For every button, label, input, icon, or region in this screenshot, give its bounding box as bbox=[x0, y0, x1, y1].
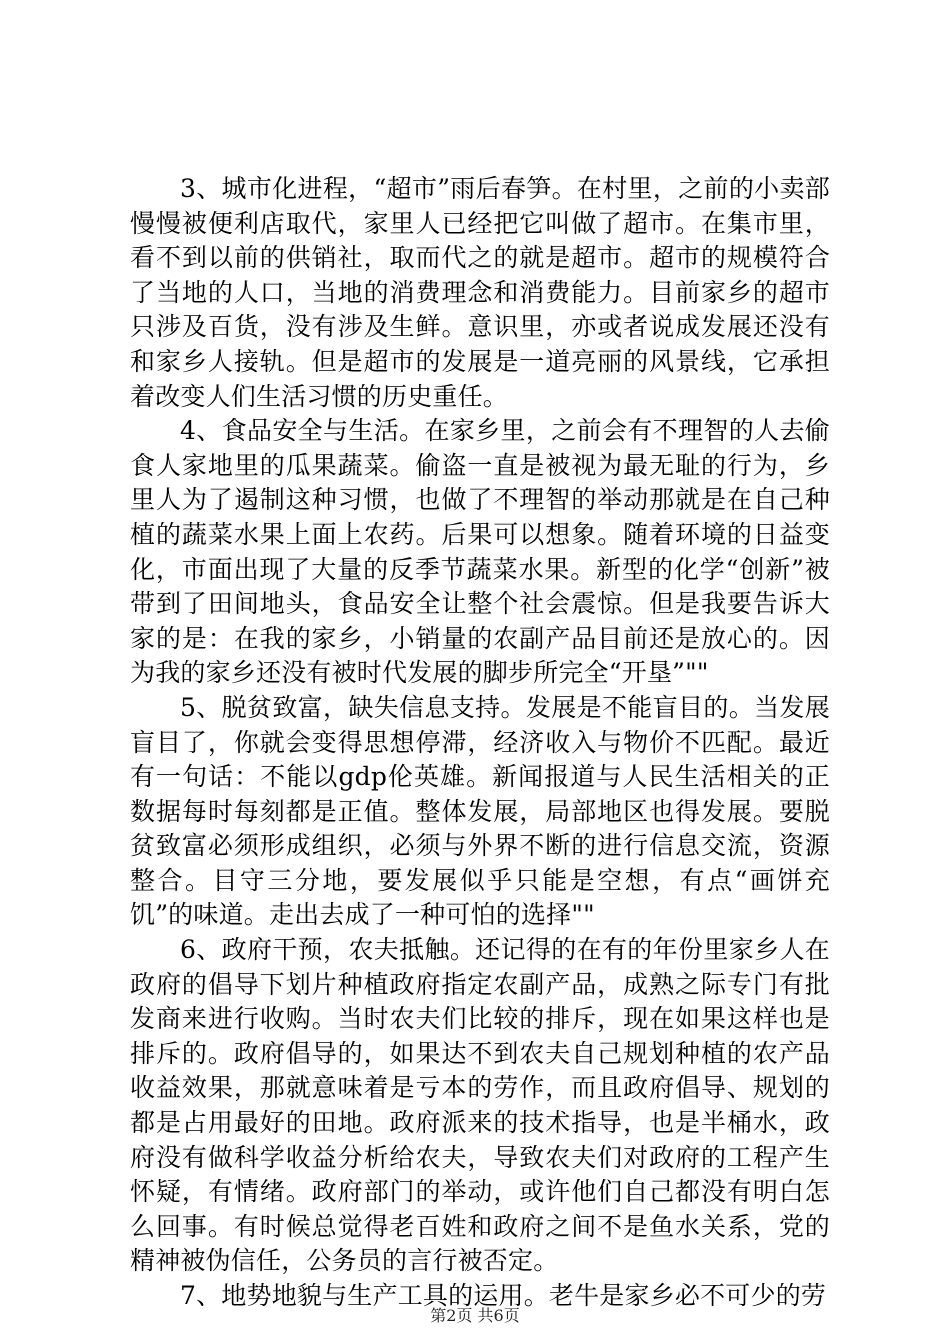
paragraph-6: 6、政府干预，农夫抵触。还记得的在有的年份里家乡人在政府的倡导下划片种植政府指定农副产品，成熟之际专门有批发商来进行收购。当时农夫们比较的排斥，现在如果这样也是排斥的。政府倡导的，如果达不到农夫自己规划种植的农产品收益效果，那就意味着是亏本的劳作，而且政府倡导、规划的都是占用最好的田地。政府派来的技术指导，也是半桶水，政府没有做科学收益分析给农夫，导致农夫们对政府的工程产生怀疑，有情绪。政府部门的举动，或许他们自己都没有明白怎么回事。有时候总觉得老百姓和政府之间不是鱼水关系，党的精神被伪信任，公务员的言行被否定。 bbox=[130, 935, 830, 1276]
paragraph-5: 5、脱贫致富，缺失信息支持。发展是不能盲目的。当发展盲目了，你就会变得思想停滞，经济收入与物价不匹配。最近有一句话：不能以gdp伦英雄。新闻报道与人民生活相关的正数据每时每刻都是正值。整体发展，局部地区也得发展。要脱贫致富必须形成组织，必须与外界不断的进行信息交流，资源整合。目守三分地，要发展似乎只能是空想，有点“画饼充饥”的味道。走出去成了一种可怕的选择"" bbox=[130, 692, 830, 930]
paragraph-4: 4、食品安全与生活。在家乡里，之前会有不理智的人去偷食人家地里的瓜果蔬菜。偷盗一直是被视为最无耻的行为，乡里人为了遏制这种习惯，也做了不理智的举动那就是在自己种植的蔬菜水果上面上农药。后果可以想象。随着环境的日益变化，市面出现了大量的反季节蔬菜水果。新型的化学“创新”被带到了田间地头，食品安全让整个社会震惊。但是我要告诉大家的是：在我的家乡，小销量的农副产品目前还是放心的。因为我的家乡还没有被时代发展的脚步所完全“开垦”"" bbox=[130, 416, 830, 688]
document-body bbox=[130, 172, 830, 1314]
paragraph-7: 7、地势地貌与生产工具的运用。老牛是家乡必不可少的劳 bbox=[180, 1281, 827, 1310]
page-footer: 第2页 共6页 bbox=[430, 1306, 520, 1325]
paragraph-3: 3、城市化进程，“超市”雨后春笋。在村里，之前的小卖部慢慢被便利店取代，家里人已经把它叫做了超市。在集市里，看不到以前的供销社，取而代之的就是超市。超市的规模符合了当地的人口，当地的消费理念和消费能力。目前家乡的超市只涉及百货，没有涉及生鲜。意识里，亦或者说成发展还没有和家乡人接轨。但是超市的发展是一道亮丽的风景线，它承担着改变人们生活习惯的历史重任。 bbox=[130, 174, 830, 411]
